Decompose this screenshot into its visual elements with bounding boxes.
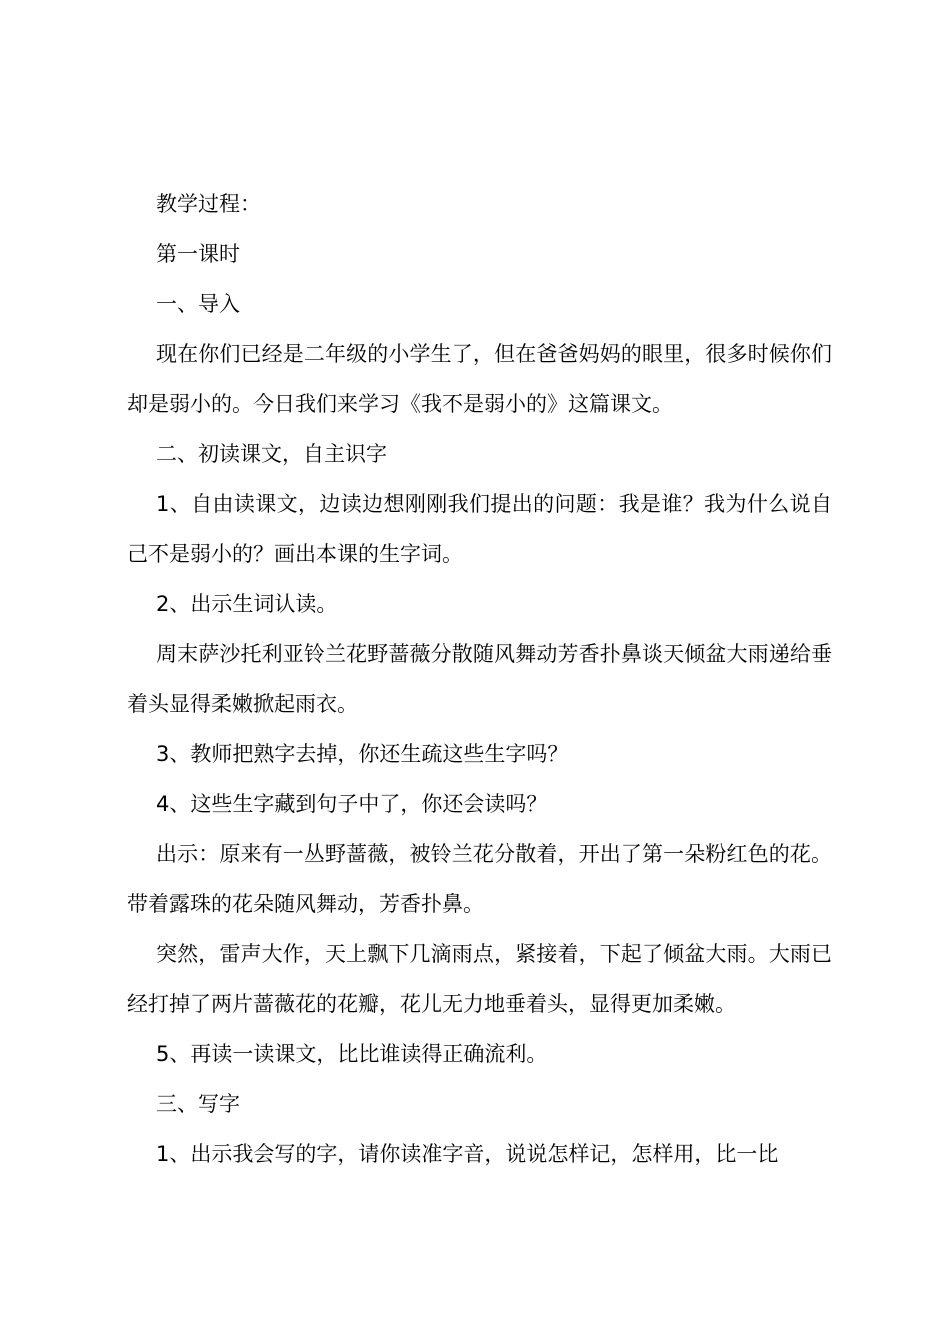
paragraph-step-1: 1、自由读课文，边读边想刚刚我们提出的问题：我是谁？我为什么说自己不是弱小的？画出本课的生字词。 — [127, 492, 832, 566]
paragraph-vocabulary-list: 周末萨沙托利亚铃兰花野蔷薇分散随风舞动芳香扑鼻谈天倾盆大雨递给垂着头显得柔嫩掀起雨衣。 — [127, 642, 832, 716]
paragraph-section-first-reading: 二、初读课文，自主识字 — [156, 442, 387, 466]
paragraph-step-2: 2、出示生词认读。 — [156, 592, 338, 616]
paragraph-intro-text: 现在你们已经是二年级的小学生了，但在爸爸妈妈的眼里，很多时候你们却是弱小的。今日我们来学习《我不是弱小的》这篇课文。 — [127, 342, 832, 416]
paragraph-step-4: 4、这些生字藏到句子中了，你还会读吗？ — [156, 792, 548, 816]
paragraph-section-writing: 三、写字 — [156, 1092, 240, 1116]
document-body — [127, 179, 832, 1179]
paragraph-display-sentence-1: 出示：原来有一丛野蔷薇，被铃兰花分散着，开出了第一朵粉红色的花。带着露珠的花朵随风舞动，芳香扑鼻。 — [127, 842, 832, 916]
paragraph-step-3: 3、教师把熟字去掉，你还生疏这些生字吗？ — [156, 742, 569, 766]
paragraph-first-lesson: 第一课时 — [156, 242, 240, 266]
paragraph-section-intro: 一、导入 — [156, 292, 240, 316]
paragraph-display-sentence-2: 突然，雷声大作，天上飘下几滴雨点，紧接着，下起了倾盆大雨。大雨已经打掉了两片蔷薇花的花瓣，花儿无力地垂着头，显得更加柔嫩。 — [127, 942, 832, 1016]
paragraph-writing-step-1: 1、出示我会写的字，请你读准字音，说说怎样记，怎样用，比一比 — [156, 1142, 779, 1166]
paragraph-step-5: 5、再读一读课文，比比谁读得正确流利。 — [156, 1042, 548, 1066]
paragraph-teaching-process: 教学过程： — [156, 192, 261, 216]
